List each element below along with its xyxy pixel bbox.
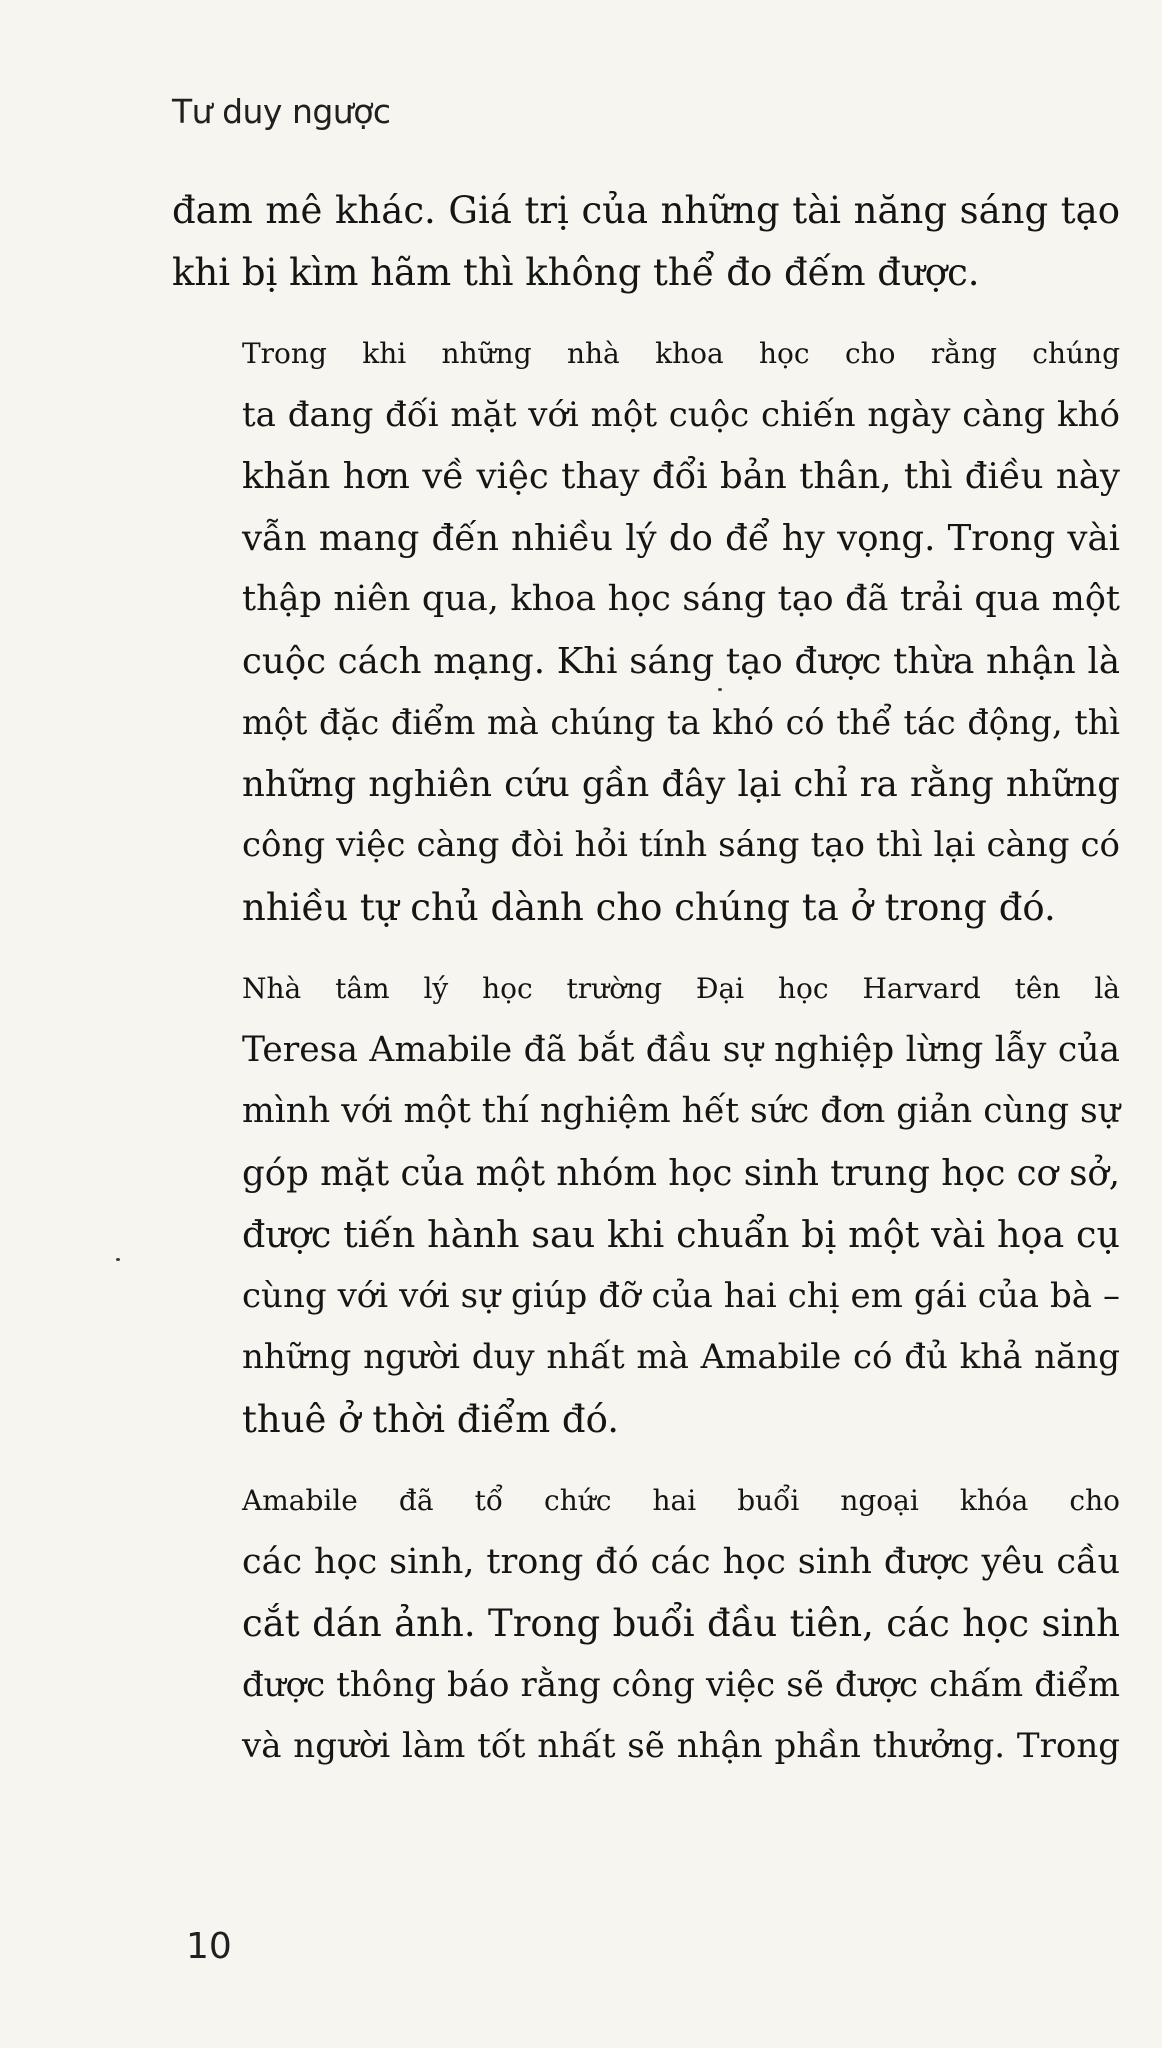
paragraph-2	[172, 323, 1120, 938]
text-line: những nghiên cứu gần đây lại chỉ ra rằng những	[242, 763, 1120, 805]
text-line: đam mê khác. Giá trị của những tài năng sáng tạo	[172, 189, 1120, 232]
body-text	[172, 180, 1120, 1778]
text-line: cùng với với sự giúp đỡ của hai chị em gái của bà –	[242, 1275, 1120, 1316]
paragraph-4	[172, 1470, 1120, 1778]
text-line: một đặc điểm mà chúng ta khó có thể tác động, thì	[242, 703, 1120, 742]
text-line: công việc càng đòi hỏi tính sáng tạo thì lại càng có	[242, 825, 1120, 865]
text-line: Amabile đã tổ chức hai buổi ngoại khóa cho	[242, 1484, 1120, 1517]
text-line: cuộc cách mạng. Khi sáng tạo được thừa nhận là	[242, 640, 1120, 682]
text-line: Nhà tâm lý học trường Đại học Harvard tên là	[242, 972, 1120, 1005]
print-speck	[718, 688, 722, 691]
text-line: khăn hơn về việc thay đổi bản thân, thì điều này	[242, 456, 1120, 497]
page-number: 10	[186, 1926, 232, 1967]
text-line: thập niên qua, khoa học sáng tạo đã trải qua một	[242, 579, 1120, 619]
text-line: nhiều tự chủ dành cho chúng ta ở trong đó.	[242, 885, 1056, 929]
paragraph-3	[172, 958, 1120, 1450]
print-speck	[116, 1258, 120, 1261]
text-line: mình với một thí nghiệm hết sức đơn giản cùng sự	[242, 1091, 1120, 1131]
text-line: khi bị kìm hãm thì không thể đo đếm được.	[172, 250, 980, 294]
text-line: những người duy nhất mà Amabile có đủ khả năng	[242, 1337, 1120, 1377]
text-line: Trong khi những nhà khoa học cho rằng chúng	[242, 337, 1120, 370]
text-line: thuê ở thời điểm đó.	[242, 1397, 619, 1441]
text-line: ta đang đối mặt với một cuộc chiến ngày càng khó	[242, 394, 1120, 435]
running-header: Tư duy ngược	[172, 92, 391, 131]
text-line: Teresa Amabile đã bắt đầu sự nghiệp lừng lẫy của	[242, 1029, 1120, 1070]
text-line: được thông báo rằng công việc sẽ được chấm điểm	[242, 1664, 1120, 1705]
text-line: và người làm tốt nhất sẽ nhận phần thưởng. Trong	[242, 1726, 1120, 1766]
text-line: cắt dán ảnh. Trong buổi đầu tiên, các học sinh	[242, 1602, 1120, 1645]
paragraph-1	[172, 180, 1120, 303]
text-line: được tiến hành sau khi chuẩn bị một vài họa cụ	[242, 1213, 1120, 1256]
text-line: các học sinh, trong đó các học sinh được yêu cầu	[242, 1541, 1120, 1582]
text-line: góp mặt của một nhóm học sinh trung học cơ sở,	[242, 1152, 1121, 1194]
text-line: vẫn mang đến nhiều lý do để hy vọng. Trong vài	[242, 517, 1120, 559]
